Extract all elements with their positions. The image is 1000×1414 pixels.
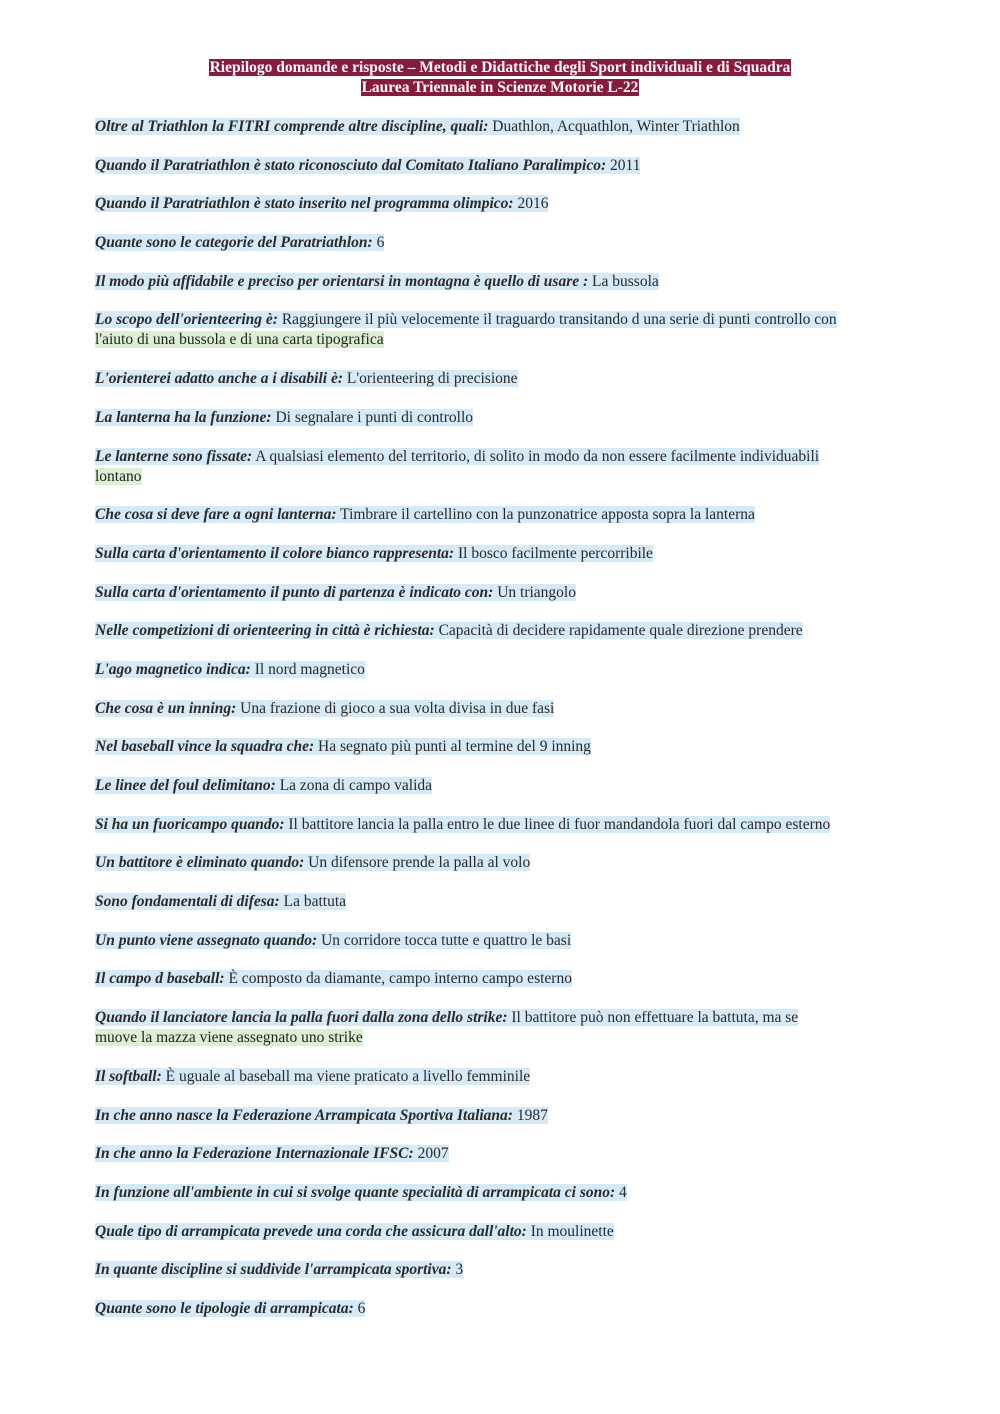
question-text: Sulla carta d'orientamento il punto di partenza è indicato con: xyxy=(95,583,494,601)
answer-continuation: l'aiuto di una bussola e di una carta tipografica xyxy=(95,331,384,349)
qa-item xyxy=(95,621,905,641)
answer-text: 2007 xyxy=(417,1145,449,1163)
answer-text: Timbrare il cartellino con la punzonatrice apposta sopra la lanterna xyxy=(340,506,755,524)
answer-text: 3 xyxy=(455,1261,464,1279)
answer-text: La battuta xyxy=(283,893,347,911)
question-text: Il campo d baseball: xyxy=(95,970,225,988)
qa-item xyxy=(95,505,905,525)
question-text: Che cosa si deve fare a ogni lanterna: xyxy=(95,506,337,524)
qa-highlight xyxy=(95,409,473,426)
qa-highlight xyxy=(95,1184,627,1201)
question-text: In che anno la Federazione Internazionale IFSC: xyxy=(95,1145,414,1163)
question-text: In funzione all'ambiente in cui si svolge quante specialità di arrampicata ci sono: xyxy=(95,1183,616,1201)
answer-text: È composto da diamante, campo interno campo esterno xyxy=(228,970,572,988)
question-text: In che anno nasce la Federazione Arrampicata Sportiva Italiana: xyxy=(95,1106,513,1124)
qa-highlight xyxy=(95,622,803,639)
qa-highlight xyxy=(95,584,576,601)
qa-highlight xyxy=(95,545,653,562)
qa-item xyxy=(95,815,905,835)
question-text: Quando il Paratriathlon è stato riconosciuto dal Comitato Italiano Paralimpico: xyxy=(95,156,607,174)
qa-item xyxy=(95,931,905,951)
qa-item xyxy=(95,969,905,989)
answer-text: Una frazione di gioco a sua volta divisa in due fasi xyxy=(240,699,555,717)
qa-item xyxy=(95,1144,905,1164)
qa-item xyxy=(95,737,905,757)
qa-item xyxy=(95,1067,905,1087)
answer-text: 6 xyxy=(357,1299,366,1317)
question-text: Quante sono le categorie del Paratriathlon: xyxy=(95,234,373,252)
qa-item xyxy=(95,156,905,176)
qa-item xyxy=(95,1106,905,1126)
answer-text: 6 xyxy=(376,234,385,252)
question-text: Nel baseball vince la squadra che: xyxy=(95,738,315,756)
header-subtitle: Laurea Triennale in Scienze Motorie L-22 xyxy=(361,79,639,96)
answer-text: 2011 xyxy=(610,156,641,174)
qa-item xyxy=(95,369,905,389)
answer-text: A qualsiasi elemento del territorio, di solito in modo da non essere facilmente individuabili xyxy=(255,447,820,465)
question-text: L'ago magnetico indica: xyxy=(95,660,251,678)
qa-item xyxy=(95,1222,905,1242)
qa-highlight xyxy=(95,311,837,328)
qa-highlight xyxy=(95,273,659,290)
answer-text: La zona di campo valida xyxy=(279,777,433,794)
question-text: Che cosa è un inning: xyxy=(95,699,237,717)
qa-item xyxy=(95,1183,905,1203)
question-text: Nelle competizioni di orienteering in città è richiesta: xyxy=(95,622,435,640)
answer-text: Il battitore lancia la palla entro le due linee di fuor mandandola fuori dal campo esterno xyxy=(288,815,831,833)
qa-highlight xyxy=(95,1107,548,1124)
qa-item xyxy=(95,660,905,680)
question-text: La lanterna ha la funzione: xyxy=(95,408,272,426)
qa-highlight xyxy=(95,661,365,678)
answer-text: Ha segnato più punti al termine del 9 inning xyxy=(318,738,591,756)
answer-text: 1987 xyxy=(516,1106,548,1124)
qa-highlight xyxy=(95,700,554,717)
question-text: Quale tipo di arrampicata prevede una corda che assicura dall'alto: xyxy=(95,1222,527,1240)
qa-highlight xyxy=(95,1009,798,1026)
answer-text: Un difensore prende la palla al volo xyxy=(308,854,531,872)
qa-highlight xyxy=(95,118,740,135)
qa-highlight xyxy=(95,195,548,212)
qa-highlight xyxy=(95,970,572,987)
question-text: Quando il lanciatore lancia la palla fuori dalla zona dello strike: xyxy=(95,1009,508,1027)
answer-text: Un triangolo xyxy=(497,583,576,601)
answer-continuation: muove la mazza viene assegnato uno strike xyxy=(95,1029,363,1047)
answer-text: Il battitore può non effettuare la battuta, ma se xyxy=(511,1009,799,1027)
qa-highlight xyxy=(95,506,755,523)
question-text: Sono fondamentali di difesa: xyxy=(95,893,280,911)
qa-item xyxy=(95,699,905,719)
question-text: Le lanterne sono fissate: xyxy=(95,447,253,465)
answer-text: Il nord magnetico xyxy=(254,660,365,678)
question-text: Si ha un fuoricampo quando: xyxy=(95,815,285,833)
qa-item xyxy=(95,1008,905,1048)
question-text: L'orienterei adatto anche a i disabili è: xyxy=(95,370,343,388)
answer-text: Il bosco facilmente percorribile xyxy=(457,544,653,562)
qa-highlight xyxy=(95,1145,449,1162)
answer-text: L'orienteering di precisione xyxy=(346,370,518,388)
question-text: Le linee del foul delimitano: xyxy=(95,777,276,794)
question-text: Sulla carta d'orientamento il colore bianco rappresenta: xyxy=(95,544,455,562)
question-text: Un battitore è eliminato quando: xyxy=(95,854,305,872)
answer-text: Un corridore tocca tutte e quattro le basi xyxy=(321,931,572,949)
answer-text: In moulinette xyxy=(530,1222,614,1240)
answer-text: 2016 xyxy=(517,195,549,213)
qa-highlight xyxy=(95,1261,463,1278)
qa-item xyxy=(95,853,905,873)
header-title: Riepilogo domande e risposte – Metodi e Didattiche degli Sport individuali e di Squadra xyxy=(209,59,791,76)
qa-highlight xyxy=(95,157,640,174)
qa-item xyxy=(95,117,905,137)
qa-item xyxy=(95,776,905,796)
qa-item xyxy=(95,272,905,292)
question-text: Il softball: xyxy=(95,1067,162,1085)
qa-highlight xyxy=(95,370,518,387)
qa-highlight xyxy=(95,1223,614,1240)
qa-item xyxy=(95,233,905,253)
qa-item xyxy=(95,310,905,350)
qa-item xyxy=(95,892,905,912)
qa-item xyxy=(95,194,905,214)
question-text: Lo scopo dell'orienteering è: xyxy=(95,311,278,329)
answer-text: È uguale al baseball ma viene praticato a livello femminile xyxy=(165,1067,531,1085)
qa-item xyxy=(95,408,905,428)
qa-highlight xyxy=(95,816,830,833)
qa-list xyxy=(95,117,905,1338)
question-text: Oltre al Triathlon la FITRI comprende altre discipline, quali: xyxy=(95,118,489,135)
qa-highlight xyxy=(95,893,346,910)
document-header xyxy=(0,58,1000,98)
qa-highlight xyxy=(95,1068,530,1085)
question-text: Un punto viene assegnato quando: xyxy=(95,931,318,949)
qa-highlight xyxy=(95,234,384,251)
answer-text: Raggiungere il più velocemente il traguardo transitando d una serie di punti controllo con xyxy=(281,311,837,329)
qa-item xyxy=(95,583,905,603)
question-text: Quando il Paratriathlon è stato inserito nel programma olimpico: xyxy=(95,195,514,213)
qa-highlight xyxy=(95,932,571,949)
qa-item xyxy=(95,1260,905,1280)
answer-text: Duathlon, Acquathlon, Winter Triathlon xyxy=(492,118,740,135)
question-text: In quante discipline si suddivide l'arrampicata sportiva: xyxy=(95,1261,452,1279)
qa-highlight xyxy=(95,777,432,794)
question-text: Quante sono le tipologie di arrampicata: xyxy=(95,1299,354,1317)
answer-text: Capacità di decidere rapidamente quale direzione prendere xyxy=(438,622,803,640)
answer-text: 4 xyxy=(619,1183,627,1201)
question-text: Il modo più affidabile e preciso per orientarsi in montagna è quello di usare : xyxy=(95,272,589,290)
qa-item xyxy=(95,1299,905,1319)
qa-highlight xyxy=(95,854,530,871)
answer-text: Di segnalare i punti di controllo xyxy=(275,408,474,426)
qa-highlight xyxy=(95,1300,365,1317)
qa-highlight xyxy=(95,448,819,465)
answer-continuation: lontano xyxy=(95,467,142,485)
qa-highlight xyxy=(95,738,591,755)
answer-text: La bussola xyxy=(592,272,659,290)
qa-item xyxy=(95,544,905,564)
qa-item xyxy=(95,447,905,487)
